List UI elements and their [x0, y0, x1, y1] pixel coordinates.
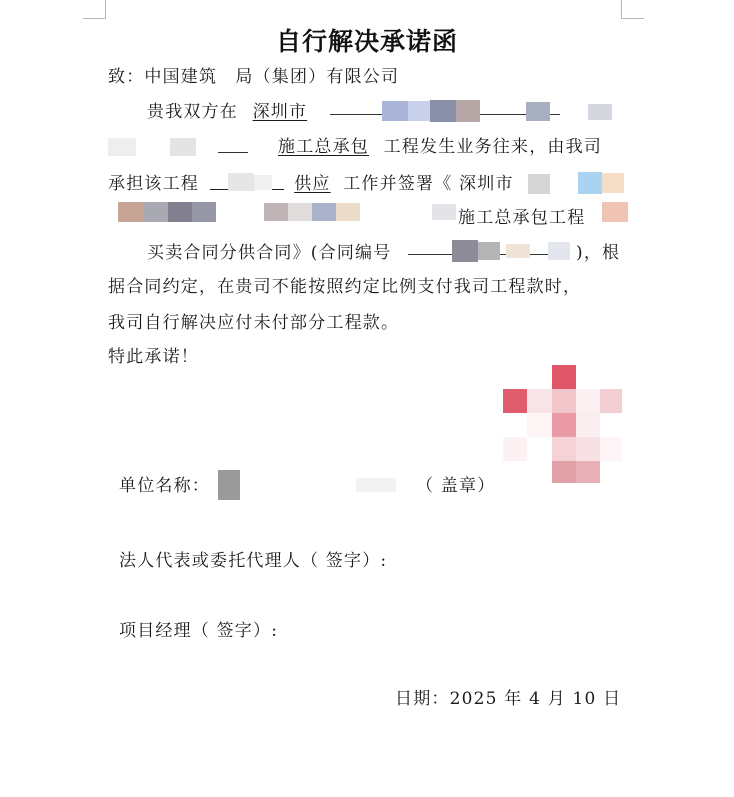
- paragraph-line: [278, 136, 602, 158]
- supply-text: 供应: [294, 174, 331, 194]
- redacted-text: [108, 136, 278, 158]
- legal-representative-line: 法人代表或委托代理人（ 签字）:: [119, 551, 388, 571]
- place-name: 深圳市: [252, 102, 308, 122]
- text-span: 承担该工程: [108, 174, 199, 194]
- seal-label: （ 盖章）: [416, 476, 496, 496]
- unit-name-label: 单位名称：: [119, 476, 210, 496]
- document-title: 自行解决承诺函: [275, 27, 458, 56]
- addressee-line: 致：中国建筑 局（集团）有限公司: [108, 67, 400, 87]
- paragraph-line: [147, 242, 391, 264]
- paragraph-line: [108, 173, 514, 195]
- paragraph-line: [147, 101, 307, 123]
- closing-line: 特此承诺！: [108, 347, 199, 367]
- redacted-text: [528, 170, 624, 196]
- paragraph-line: )，根: [576, 243, 621, 263]
- redacted-text: [228, 172, 278, 192]
- redacted-text: [330, 100, 625, 124]
- text-span: 买卖合同分供合同》(合同编号: [147, 243, 392, 263]
- paragraph-line: 施工总承包工程: [458, 208, 586, 228]
- paragraph-line: 据合同约定，在贵司不能按照约定比例支付我司工程款时，: [108, 277, 582, 297]
- paragraph-line: 我司自行解决应付未付部分工程款。: [108, 313, 400, 333]
- text-span: 工作并签署《 深圳市: [343, 174, 514, 194]
- contract-type: 施工总承包: [278, 137, 369, 157]
- company-seal: [503, 362, 625, 486]
- text-span: 工程发生业务往来，由我司: [383, 137, 603, 157]
- project-manager-line: 项目经理（ 签字）:: [119, 621, 279, 641]
- redacted-text: [216, 470, 416, 500]
- date-line: 日期：2025 年 4 月 10 日: [395, 689, 622, 709]
- page-corner-mark: [621, 0, 644, 19]
- page-corner-mark: [83, 0, 106, 19]
- text-span: 贵我双方在: [147, 102, 238, 122]
- redacted-text: [408, 238, 576, 264]
